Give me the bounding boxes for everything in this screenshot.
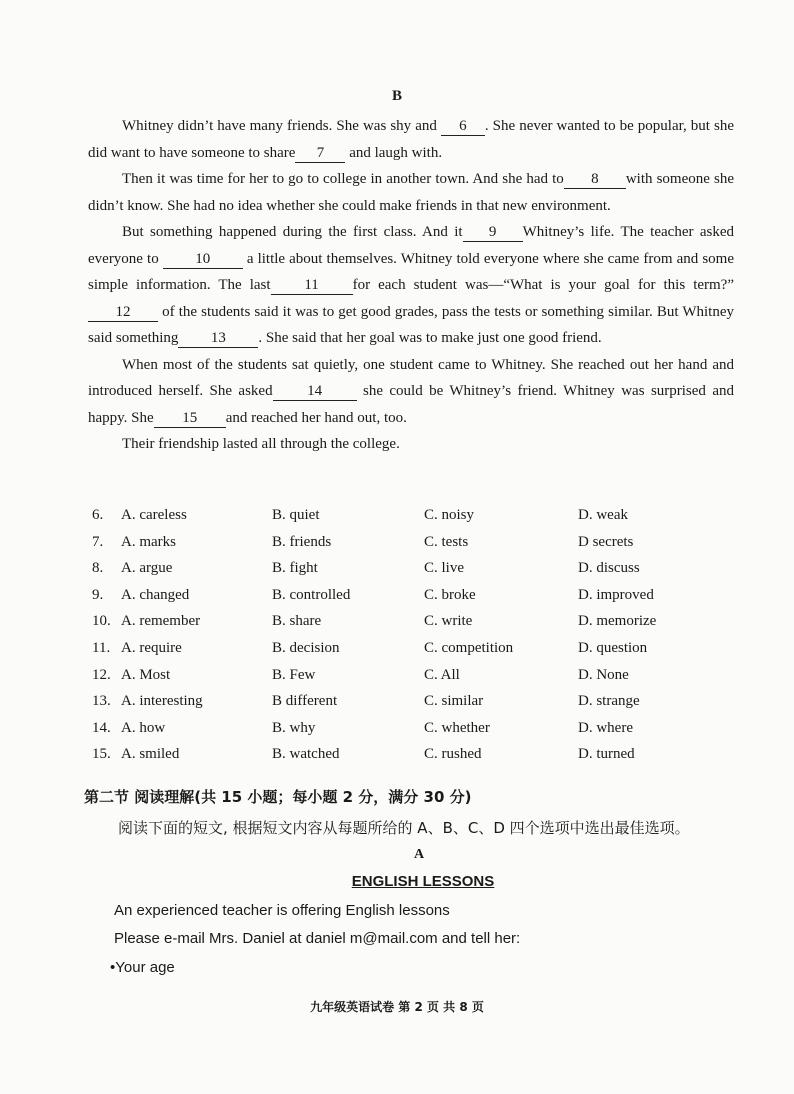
option-a: A. Most <box>121 666 171 683</box>
option-d: D. improved <box>578 586 654 603</box>
blank-12: 12 <box>88 303 158 322</box>
option-c: C. whether <box>424 719 490 736</box>
question-row-8 <box>92 560 732 586</box>
page-footer: 九年级英语试卷 第 2 页 共 8 页 <box>310 1000 484 1014</box>
question-row-12 <box>92 667 732 693</box>
question-number: 9. <box>92 586 104 603</box>
option-c: C. noisy <box>424 507 475 523</box>
option-a: A. interesting <box>121 693 203 710</box>
option-d: D. weak <box>578 507 628 523</box>
question-number: 11. <box>92 640 111 656</box>
passage-text: with someone she didn’t know. She had no idea whether she could make friends in that new environment. <box>88 171 735 214</box>
blank-14: 14 <box>273 382 357 401</box>
question-row-10 <box>92 613 732 639</box>
blank-15: 15 <box>154 409 226 428</box>
question-row-7 <box>92 534 732 560</box>
option-b: B. controlled <box>272 586 351 603</box>
lesson-title: ENGLISH LESSONS <box>351 873 495 890</box>
option-a: A. require <box>121 640 182 656</box>
option-c: C. similar <box>424 693 484 710</box>
passage-text: and laugh with. <box>345 144 443 161</box>
passage-paragraph <box>88 113 734 166</box>
question-row-11 <box>92 640 732 666</box>
option-a: A. remember <box>121 613 201 630</box>
option-b: B. share <box>272 613 322 630</box>
option-d: D. where <box>578 719 633 736</box>
option-b: B. Few <box>272 666 316 683</box>
question-number: 6. <box>92 507 104 523</box>
option-a: A. how <box>121 719 166 736</box>
blank-7: 7 <box>295 144 345 163</box>
option-c: C. write <box>424 613 473 630</box>
option-a: A. careless <box>121 507 187 523</box>
option-d: D. discuss <box>578 560 640 577</box>
passage-paragraph <box>88 352 734 432</box>
passage-text: Whitney didn’t have many friends. She was shy and <box>122 118 441 134</box>
passage-text: But something happened during the first class. And it <box>122 224 463 240</box>
question-row-13 <box>92 693 732 719</box>
section-2-heading: 第二节 阅读理解(共 15 小题；每小题 2 分，满分 30 分) <box>84 788 472 806</box>
option-b: B. friends <box>272 533 332 550</box>
option-d: D. turned <box>578 746 635 763</box>
question-row-6 <box>92 507 732 533</box>
passage-b-heading: B <box>391 88 402 104</box>
option-d: D. memorize <box>578 613 657 630</box>
blank-9: 9 <box>463 223 523 242</box>
passage-text: and reached her hand out, too. <box>225 409 407 426</box>
option-c: C. broke <box>424 586 476 603</box>
question-number: 14. <box>92 719 111 736</box>
option-a: A. marks <box>121 533 176 550</box>
option-b: B different <box>272 693 338 710</box>
option-b: B. fight <box>272 560 318 577</box>
part-a-label: A <box>414 847 425 862</box>
passage-text: a little about themselves. Whitney told everyone where she came from and some simple information. The last <box>88 250 734 293</box>
blank-6: 6 <box>441 117 485 136</box>
question-row-15 <box>92 746 732 772</box>
ad-line-2: Please e-mail Mrs. Daniel at daniel m@mail.com and tell her: <box>114 930 521 947</box>
question-row-9 <box>92 587 732 613</box>
passage-paragraph <box>88 431 734 458</box>
option-c: C. tests <box>424 533 469 550</box>
option-d: D. None <box>578 666 629 683</box>
option-c: C. rushed <box>424 746 482 763</box>
section-2-instruction: 阅读下面的短文, 根据短文内容从每题所给的 A、B、C、D 四个选项中选出最佳选项。 <box>118 819 690 837</box>
option-b: B. decision <box>272 640 340 656</box>
passage-text: Whitney’s life. The teacher asked everyone to <box>88 224 735 267</box>
passage-text: When most of the students sat quietly, one student came to Whitney. She reached out her hand and introduced herself. She asked <box>88 356 734 399</box>
passage-b-text <box>88 113 734 458</box>
passage-text: . She said that her goal was to make just one good friend. <box>258 330 602 346</box>
blank-13: 13 <box>178 329 258 348</box>
option-c: C. All <box>424 666 460 683</box>
passage-text: of the students said it was to get good grades, pass the tests or something similar. But Whitney said something <box>88 303 734 346</box>
passage-text: she could be Whitney’s friend. Whitney was surprised and happy. She <box>88 383 734 426</box>
passage-text: Then it was time for her to go to college in another town. And she had to <box>122 171 564 187</box>
option-d: D. question <box>578 640 648 656</box>
question-number: 7. <box>92 533 104 550</box>
question-number: 12. <box>92 666 111 683</box>
option-a: A. argue <box>121 560 173 577</box>
question-number: 13. <box>92 693 111 710</box>
option-b: B. quiet <box>272 507 320 523</box>
question-number: 15. <box>92 746 111 763</box>
ad-line-3: •Your age <box>110 959 175 976</box>
ad-line-1: An experienced teacher is offering English lessons <box>114 902 450 919</box>
passage-paragraph <box>88 219 734 352</box>
question-number: 10. <box>92 613 111 630</box>
option-c: C. competition <box>424 640 514 656</box>
blank-8: 8 <box>564 170 626 189</box>
option-c: C. live <box>424 560 464 577</box>
blank-10: 10 <box>163 250 243 269</box>
passage-text: for each student was—“What is your goal for this term?” <box>352 277 734 293</box>
blank-11: 11 <box>271 276 353 295</box>
option-d: D secrets <box>578 533 634 550</box>
passage-paragraph <box>88 166 734 219</box>
question-number: 8. <box>92 560 104 577</box>
option-b: B. watched <box>272 746 340 763</box>
option-b: B. why <box>272 719 316 736</box>
option-d: D. strange <box>578 693 640 710</box>
option-a: A. changed <box>121 586 190 603</box>
passage-text: . She never wanted to be popular, but she did want to have someone to share <box>88 118 734 161</box>
question-row-14 <box>92 720 732 746</box>
passage-text: Their friendship lasted all through the college. <box>122 436 400 452</box>
option-a: A. smiled <box>121 746 180 763</box>
